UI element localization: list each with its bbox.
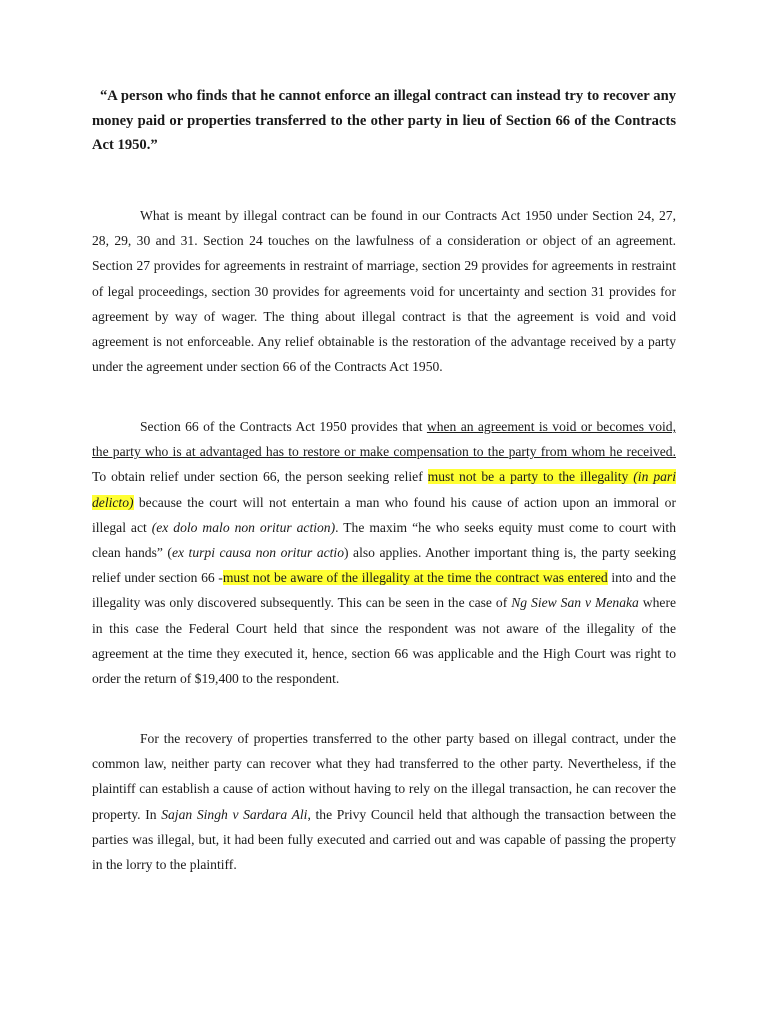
- paragraph-text: Section 66 of the Contracts Act 1950 provides that: [140, 419, 427, 434]
- paragraph-recovery-of-properties: [92, 726, 676, 877]
- paragraph-section-66: [92, 414, 676, 691]
- paragraph-illegal-contract-definition: [92, 203, 676, 379]
- case-name: Ng Siew San v Menaka: [511, 595, 639, 611]
- paragraph-text: ) also applies. Another important thing is, the party seeking relief under section 66 -: [92, 545, 676, 586]
- paragraph-text: To obtain relief under section 66, the person seeking relief: [92, 469, 428, 485]
- underlined-provision: when an agreement is void or becomes void, the party who is at advantaged has to restore or make compensation to the party from whom he received.: [92, 419, 676, 460]
- paragraph-text: For the recovery of properties transferred to the other party based on illegal contract, under the common law, neither party can recover what they had transferred to the other party. Nevertheless, if the plaintiff can establish a cause of action without having to rely on the illegal transaction, he can recover the property. In: [92, 731, 676, 822]
- paragraph-text: What is meant by illegal contract can be found in our Contracts Act 1950 under Section 24, 27, 28, 29, 30 and 31. Section 24 touches on the lawfulness of a consideration or object of an agreement. Section 27 provides for agreements in restraint of marriage, section 29 provides for agreements in restraint of legal proceedings, section 30 provides for agreements void for uncertainty and section 31 provides for agreement by way of wager. The thing about illegal contract is that the agreement is void and void agreement is not enforceable. Any relief obtainable is the restoration of the advantage received by a party under the agreement under section 66 of the Contracts Act 1950.: [92, 208, 676, 375]
- latin-maxim: ex turpi causa non oritur actio: [171, 545, 345, 561]
- highlighted-text: must not be a party to the illegality: [427, 469, 634, 485]
- paragraph-text: into and the illegality was only discovered subsequently. This can be seen in the case of: [92, 570, 676, 611]
- latin-maxim: (in pari delicto): [92, 469, 676, 510]
- paragraph-text: where in this case the Federal Court held that since the respondent was not aware of the illegality of the agreement at the time they executed it, hence, section 66 was applicable and the High Court was right to order the return of $19,400 to the respondent.: [92, 595, 677, 687]
- highlighted-requirement: must not be aware of the illegality at the time the contract was entered: [222, 570, 608, 586]
- essay-question-title: “A person who finds that he cannot enforce an illegal contract can instead try to recover any money paid or properties transferred to the other party in lieu of Section 66 of the Contracts Act 1950.”: [92, 88, 676, 153]
- paragraph-text: because the court will not entertain a man who found his cause of action upon an immoral or illegal act: [92, 494, 676, 535]
- paragraph-text: , the Privy Council held that although the transaction between the parties was illegal, but, it had been fully executed and carried out and was capable of passing the property in the lorry to the plaintiff.: [92, 806, 676, 873]
- case-name: Sajan Singh v Sardara Ali: [161, 806, 308, 822]
- latin-maxim: (ex dolo malo non oritur action): [151, 519, 336, 535]
- paragraph-text: . The maxim “he who seeks equity must come to court with clean hands” (: [92, 519, 676, 561]
